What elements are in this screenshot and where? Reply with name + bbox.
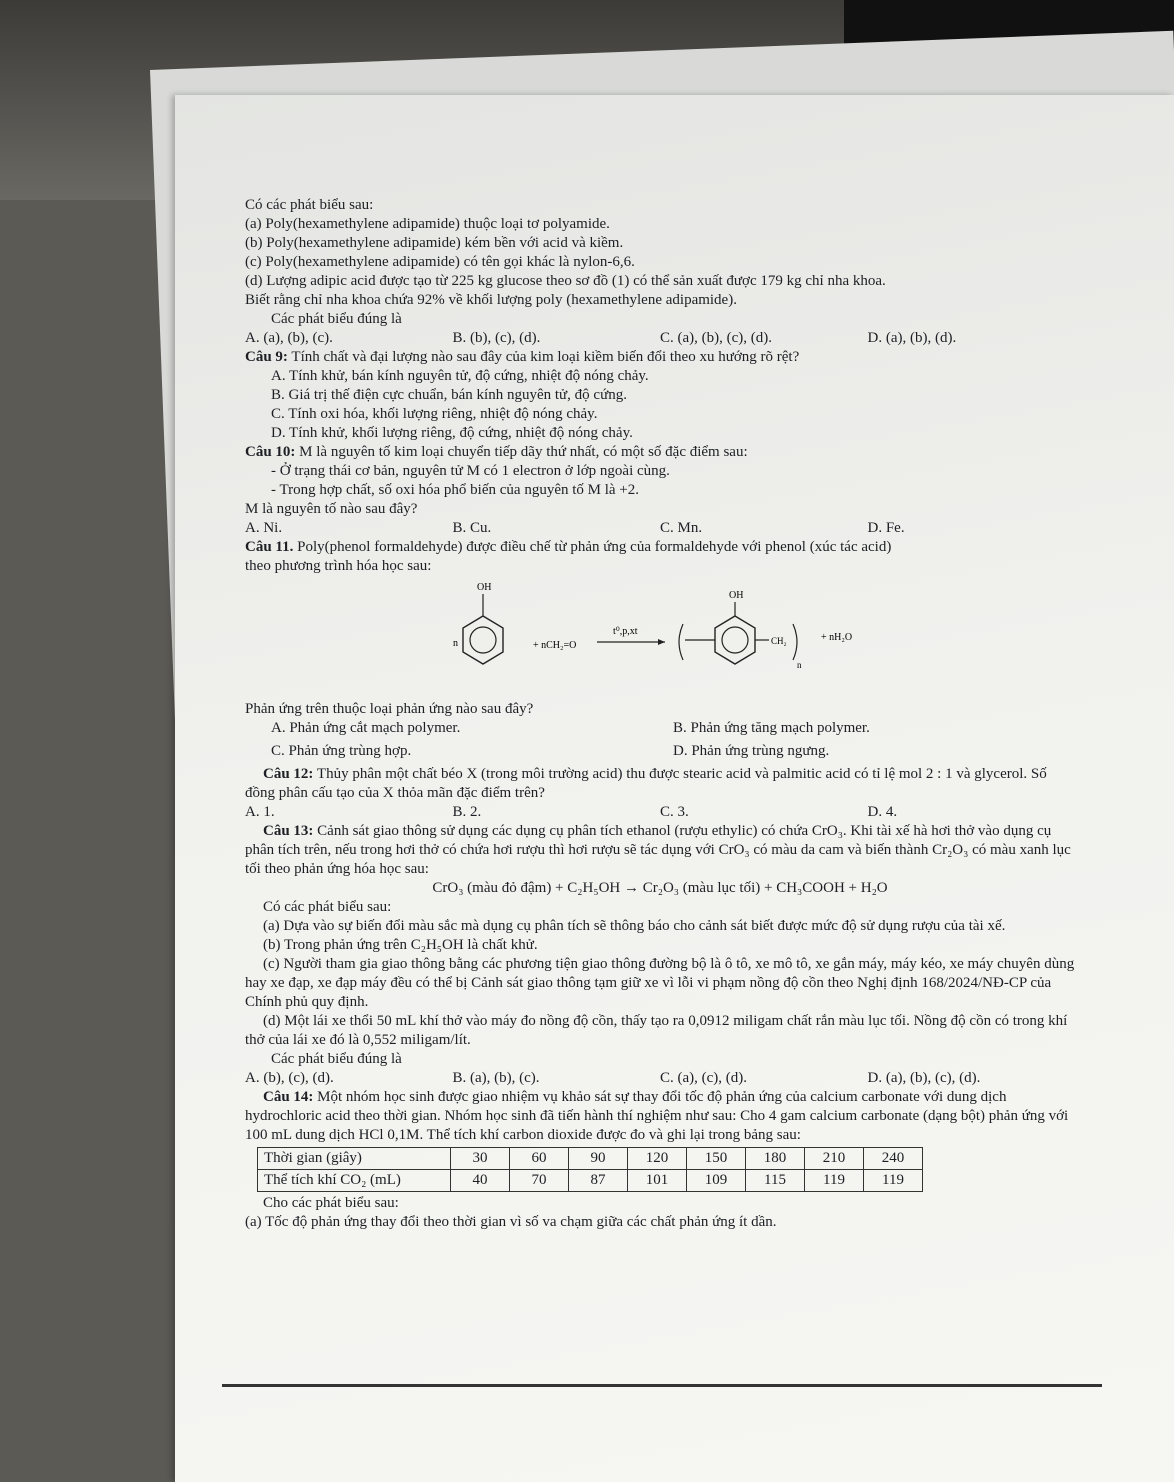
benzene-ring [463, 616, 503, 664]
option: A. (b), (c), (d). [245, 1070, 334, 1086]
table-cell: 90 [569, 1148, 628, 1170]
phenol-oh: OH [477, 582, 492, 593]
intro-options [245, 329, 1075, 348]
option: D. Fe. [867, 520, 905, 536]
table-cell: 101 [628, 1170, 687, 1192]
table-cell: 87 [569, 1170, 628, 1192]
option: B. (a), (b), (c). [452, 1070, 540, 1086]
q13-heading: Có các phát biểu sau: [263, 899, 392, 915]
methylene-bridge: CH₂ [771, 636, 787, 646]
q10-options [245, 519, 1075, 538]
reagent-formaldehyde: + nCH₂=O [533, 640, 577, 651]
option: C. (a), (b), (c), (d). [660, 330, 773, 346]
question-10 [245, 443, 1075, 462]
option: B. 2. [452, 804, 482, 820]
question-13 [245, 822, 1075, 879]
q10-line: - Trong hợp chất, số oxi hóa phổ biến của nguyên tố M là +2. [271, 482, 640, 498]
question-text: Thủy phân một chất béo X (trong môi trường acid) thu được stearic acid và palmitic acid có tỉ lệ mol 2 : 1 và glycerol. Số đồng phân cấu tạo của X thỏa mãn đặc điểm trên? [245, 766, 1047, 801]
table-cell: 180 [746, 1148, 805, 1170]
question-label: Câu 11. [245, 539, 294, 555]
option: B. (b), (c), (d). [452, 330, 541, 346]
option: D. 4. [867, 804, 898, 820]
table-cell: 40 [451, 1170, 510, 1192]
reaction-scheme [245, 576, 1075, 696]
question-text: M là nguyên tố kim loại chuyển tiếp dãy thứ nhất, có một số đặc điểm sau: [299, 444, 748, 460]
question-14 [245, 1088, 1075, 1145]
statement: (b) Trong phản ứng trên C₂H₅OH là chất khử. [263, 937, 538, 953]
question-label: Câu 14: [263, 1089, 314, 1105]
question-label: Câu 9: [245, 349, 288, 365]
question-text: Tính chất và đại lượng nào sau đây của kim loại kiềm biến đổi theo xu hướng rõ rệt? [291, 349, 800, 365]
intro-item: (d) Lượng adipic acid được tạo từ 225 kg glucose theo sơ đồ (1) có thể sản xuất được 179 kg chỉ nha khoa. [245, 273, 886, 289]
option: B. Cu. [452, 520, 492, 536]
phenol-formaldehyde-equation [245, 576, 1075, 696]
table-row [258, 1148, 923, 1170]
table-cell: 240 [864, 1148, 923, 1170]
q14-heading: Cho các phát biểu sau: [263, 1195, 399, 1211]
statement: (c) Người tham gia giao thông bằng các phương tiện giao thông đường bộ là ô tô, xe mô tô, xe gắn máy, máy kéo, xe máy chuyên dùng hay xe đạp, xe đạp máy đều có thể bị Cảnh sát giao thông tạm giữ xe vì lỗi vi phạm nồng độ cồn theo Nghị định 168/2024/NĐ-CP của Chính phủ quy định. [245, 956, 1075, 1010]
exam-content [245, 196, 1075, 1232]
option: A. Tính khử, bán kính nguyên tử, độ cứng, nhiệt độ nóng chảy. [271, 368, 649, 384]
polymer-n: n [797, 660, 802, 670]
q13-prompt: Các phát biểu đúng là [271, 1051, 402, 1067]
table-cell: 119 [864, 1170, 923, 1192]
table-cell: 109 [687, 1170, 746, 1192]
coefficient-n: n [453, 638, 458, 649]
option: A. Ni. [245, 520, 283, 536]
statement: (a) Dựa vào sự biến đổi màu sắc mà dụng cụ phân tích sẽ thông báo cho cảnh sát biết được mức độ sử dụng rượu của tài xế. [263, 918, 1006, 934]
option: D. (a), (b), (c), (d). [867, 1070, 981, 1086]
q13-options [245, 1069, 1075, 1088]
table-cell: 30 [451, 1148, 510, 1170]
intro-item: (a) Poly(hexamethylene adipamide) thuộc loại tơ polyamide. [245, 216, 610, 232]
option: A. (a), (b), (c). [245, 330, 333, 346]
row-header: Thể tích khí CO₂ (mL) [258, 1170, 451, 1192]
table-cell: 210 [805, 1148, 864, 1170]
table-cell: 120 [628, 1148, 687, 1170]
chemical-equation: CrO₃ (màu đỏ đậm) + C₂H₅OH → Cr₂O₃ (màu lục tối) + CH₃COOH + H₂O [432, 880, 888, 896]
question-label: Câu 12: [263, 766, 314, 782]
question-12 [245, 765, 1075, 803]
q12-options [245, 803, 1075, 822]
option: D. Tính khử, khối lượng riêng, độ cứng, nhiệt độ nóng chảy. [271, 425, 633, 441]
option: D. Phản ứng trùng ngưng. [673, 743, 830, 759]
option: B. Giá trị thế điện cực chuẩn, bán kính nguyên tử, độ cứng. [271, 387, 627, 403]
question-text: Một nhóm học sinh được giao nhiệm vụ khảo sát sự thay đổi tốc độ phản ứng của calcium carbonate với dung dịch hydrochloric acid theo thời gian. Nhóm học sinh đã tiến hành thí nghiệm như sau: Cho 4 gam calcium carbonate (dạng bột) phản ứng với 100 mL dung dịch HCl 0,1M. Thể tích khí carbon dioxide được đo và ghi lại trong bảng sau: [245, 1089, 1069, 1143]
row-header: Thời gian (giây) [258, 1148, 451, 1170]
polymer-ring [715, 616, 755, 664]
question-label: Câu 13: [263, 823, 314, 839]
co2-volume-table [257, 1147, 923, 1192]
table-cell: 60 [510, 1148, 569, 1170]
option: C. 3. [660, 804, 689, 820]
table-cell: 150 [687, 1148, 746, 1170]
option: C. Tính oxi hóa, khối lượng riêng, nhiệt độ nóng chảy. [271, 406, 598, 422]
q11-question: Phản ứng trên thuộc loại phản ứng nào sau đây? [245, 701, 534, 717]
statement: (a) Tốc độ phản ứng thay đổi theo thời gian vì số va chạm giữa các chất phản ứng ít dần. [245, 1214, 777, 1230]
question-9 [245, 348, 1075, 367]
question-11 [245, 538, 1075, 557]
option: C. (a), (c), (d). [660, 1070, 748, 1086]
option: C. Phản ứng trùng hợp. [271, 743, 412, 759]
byproduct-water: + nH₂O [821, 632, 853, 643]
bottom-rule [222, 1384, 1102, 1387]
option: A. 1. [245, 804, 275, 820]
question-label: Câu 10: [245, 444, 296, 460]
q11-options-row [245, 742, 1075, 761]
intro-item: Biết rằng chỉ nha khoa chứa 92% về khối lượng poly (hexamethylene adipamide). [245, 292, 737, 308]
reaction-conditions: t⁰,p,xt [613, 626, 638, 637]
question-text: Cảnh sát giao thông sử dụng các dụng cụ phân tích ethanol (rượu ethylic) có chứa CrO₃. Khi tài xế hà hơi thở vào dụng cụ phân tích trên, nếu trong hơi thở có chứa hơi rượu thì hơi rượu sẽ tác dụng với CrO₃ có màu da cam và biến thành Cr₂O₃ có màu xanh lục tối theo phản ứng hóa học sau: [245, 823, 1071, 877]
question-text: Poly(phenol formaldehyde) được điều chế từ phản ứng của formaldehyde với phenol (xúc tác acid) [297, 539, 892, 555]
option: B. Phản ứng tăng mạch polymer. [673, 720, 870, 736]
table-row [258, 1170, 923, 1192]
intro-prompt: Các phát biểu đúng là [271, 311, 402, 327]
intro-item: (b) Poly(hexamethylene adipamide) kém bền với acid và kiềm. [245, 235, 624, 251]
intro-heading: Có các phát biểu sau: [245, 197, 374, 213]
q10-line: - Ở trạng thái cơ bản, nguyên tử M có 1 electron ở lớp ngoài cùng. [271, 463, 670, 479]
q11-options-row [245, 719, 1075, 738]
intro-item: (c) Poly(hexamethylene adipamide) có tên gọi khác là nylon-6,6. [245, 254, 635, 270]
option: A. Phản ứng cắt mạch polymer. [271, 720, 461, 736]
table-cell: 119 [805, 1170, 864, 1192]
option: C. Mn. [660, 520, 703, 536]
table-cell: 115 [746, 1170, 805, 1192]
polymer-oh: OH [729, 590, 744, 601]
question-text-cont: theo phương trình hóa học sau: [245, 558, 432, 574]
statement: (d) Một lái xe thổi 50 mL khí thở vào máy đo nồng độ cồn, thấy tạo ra 0,0912 miligam chất rắn màu lục tối. Nồng độ cồn có trong khí thở của lái xe đó là 0,552 miligam/lít. [245, 1013, 1068, 1048]
table-cell: 70 [510, 1170, 569, 1192]
option: D. (a), (b), (d). [867, 330, 957, 346]
q10-line: M là nguyên tố nào sau đây? [245, 501, 418, 517]
